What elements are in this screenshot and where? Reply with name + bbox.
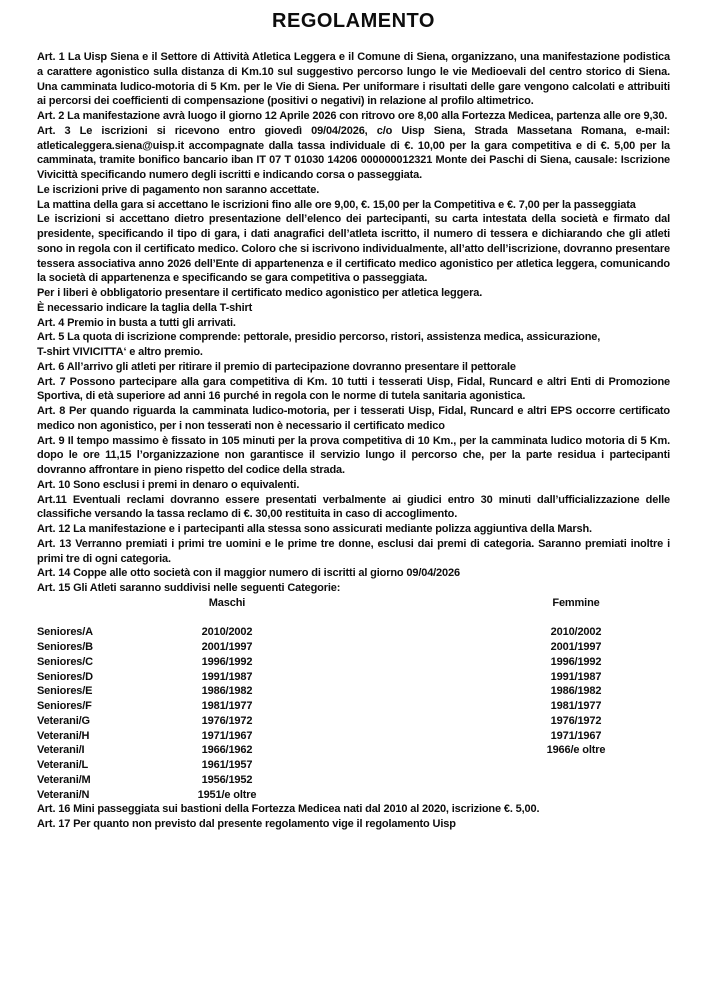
row-spacer	[297, 729, 482, 744]
maschi-cell: 1966/1962	[201, 744, 253, 757]
femmine-cell: 1976/1972	[550, 714, 602, 727]
row-spacer	[297, 625, 482, 640]
paragraph-art-8: Art. 8 Per quando riguarda la camminata ludico-motoria, per i tesserati Uisp, Fidal, Runcard e altri EPS occorre certificato medico non agonistico, per i non tesserati non è necessario il certificato medico	[37, 405, 670, 432]
paragraph-note-tshirt-size: È necessario indicare la taglia della T-shirt	[37, 301, 253, 314]
femmine-cell: 1971/1967	[550, 729, 602, 742]
paragraph-art-1: Art. 1 La Uisp Siena e il Settore di Attività Atletica Leggera e il Comune di Siena, organizzano, una manifestazione podistica a carattere agonistico sulla distanza di Km.10 sul suggestivo percorso lungo le vie Medioevali del centro storico di Siena. Una camminata ludico-motoria di 5 Km. per le Vie di Siena. Per uniformare i risultati delle gare vengono calcolati e attribuiti ai percorsi dei coefficienti di compensazione (positivi o negativi) in relazione al profilo altimetrico.	[37, 51, 670, 108]
document-title: REGOLAMENTO	[272, 10, 435, 32]
category-cell: Seniores/F	[37, 700, 92, 712]
header-spacer	[297, 596, 482, 611]
category-cell: Seniores/D	[37, 670, 93, 683]
row-spacer	[297, 699, 482, 714]
maschi-cell: 1951/e oltre	[197, 788, 257, 801]
row-spacer	[297, 684, 482, 699]
paragraph-art-9: Art. 9 Il tempo massimo è fissato in 105 minuti per la prova competitiva di 10 Km., per la camminata ludico motoria di 5 Km. dopo le ore 11,15 l’organizzazione non garantisce il servizio lungo il percorso che, per la parte residua i partecipanti dovranno affrontare in pieno rispetto del codice della strada.	[37, 434, 670, 476]
paragraph-art-10: Art. 10 Sono esclusi i premi in denaro o equivalenti.	[37, 478, 300, 491]
maschi-cell: 1971/1967	[201, 729, 253, 742]
femmine-cell: 1991/1987	[550, 670, 602, 683]
table-row	[37, 655, 670, 670]
maschi-cell: 1961/1957	[201, 759, 253, 771]
maschi-cell: 1956/1952	[201, 773, 253, 786]
paragraph-art-11: Art.11 Eventuali reclami dovranno essere presentati verbalmente ai giudici entro 30 minuti dall’ufficializzazione delle classifiche versando la tassa reclamo di €. 30,00 restituita in caso di accoglimento.	[37, 493, 670, 521]
maschi-cell: 1991/1987	[201, 670, 253, 683]
header-cell-empty	[37, 596, 157, 611]
femmine-cell: 1986/1982	[550, 685, 602, 698]
category-cell: Veterani/M	[37, 773, 91, 786]
table-row	[37, 670, 670, 685]
paragraph-art-14: Art. 14 Coppe alle otto società con il maggior numero di iscritti al giorno 09/04/2026	[37, 567, 460, 580]
category-cell: Seniores/A	[37, 626, 93, 639]
table-row	[37, 773, 670, 788]
category-cell: Seniores/B	[37, 641, 93, 653]
category-cell: Veterani/I	[37, 744, 85, 757]
table-row	[37, 714, 670, 729]
maschi-cell: 1976/1972	[201, 714, 253, 727]
categories-table-header-row	[37, 596, 670, 611]
table-row	[37, 684, 670, 699]
femmine-cell	[482, 788, 670, 803]
row-spacer	[297, 714, 482, 729]
row-spacer	[297, 788, 482, 803]
paragraph-note-tshirt-prize: T-shirt VIVICITTA‘ e altro premio.	[37, 346, 203, 358]
femmine-cell	[482, 758, 670, 773]
femmine-cell: 2001/1997	[550, 641, 602, 653]
table-row	[37, 758, 670, 773]
row-spacer	[297, 655, 482, 670]
row-spacer	[297, 773, 482, 788]
maschi-cell: 2010/2002	[201, 626, 253, 639]
paragraph-art-7: Art. 7 Possono partecipare alla gara competitiva di Km. 10 tutti i tesserati Uisp, Fidal, Runcard e altri Enti di Promozione Sportiva, di età superiore ad anni 16 purché in regola con le norme di tutela sanitaria agonistica.	[37, 375, 670, 403]
femmine-cell: 2010/2002	[550, 626, 602, 639]
table-row	[37, 729, 670, 744]
paragraph-note-payment: Le iscrizioni prive di pagamento non saranno accettate.	[37, 183, 320, 196]
femmine-cell: 1996/1992	[550, 655, 602, 668]
table-row	[37, 699, 670, 714]
paragraph-art-15: Art. 15 Gli Atleti saranno suddivisi nelle seguenti Categorie:	[37, 582, 341, 594]
paragraph-note-registration-details: Le iscrizioni si accettano dietro presentazione dell’elenco dei partecipanti, su carta intestata della società e firmato dal presidente, specificando il tipo di gara, i dati anagrafici dell’atleta iscritto, il numero di tessera e dichiarando che gli atleti sono in regola con il certificato medico. Coloro che si iscrivono individualmente, all’atto dell’iscrizione, dovranno presentare tessera associativa anno 2026 dell’Ente di appartenenza e il certificato medico agonistico per atletica leggera, comunicando la società di appartenenza e specificando se gara competitiva o passeggiata.	[37, 213, 670, 285]
paragraph-art-13: Art. 13 Verranno premiati i primi tre uomini e le prime tre donne, esclusi dai premi di categoria. Saranno premiati inoltre i primi tre di ogni categoria.	[37, 537, 670, 565]
document-body	[37, 50, 670, 832]
category-cell: Veterani/L	[37, 759, 89, 771]
paragraph-note-morning-registration: La mattina della gara si accettano le iscrizioni fino alle ore 9,00, €. 15,00 per la Competitiva e €. 7,00 per la passeggiata	[37, 198, 636, 211]
maschi-cell: 2001/1997	[201, 641, 253, 653]
row-spacer	[297, 758, 482, 773]
table-blank-row	[37, 611, 670, 626]
maschi-cell: 1981/1977	[201, 700, 253, 712]
paragraph-art-12: Art. 12 La manifestazione e i partecipanti alla stessa sono assicurati mediante polizza aggiuntiva della Marsh.	[37, 523, 592, 535]
column-header-femmine: Femmine	[552, 596, 600, 609]
paragraph-art-5: Art. 5 La quota di iscrizione comprende: pettorale, presidio percorso, ristori, assistenza medica, assicurazione,	[37, 331, 601, 344]
paragraph-art-4: Art. 4 Premio in busta a tutti gli arrivati.	[37, 316, 236, 329]
maschi-cell: 1986/1982	[201, 685, 253, 698]
row-spacer	[297, 640, 482, 655]
maschi-cell: 1996/1992	[201, 655, 253, 668]
categories-table	[37, 596, 670, 803]
paragraph-art-16: Art. 16 Mini passeggiata sui bastioni della Fortezza Medicea nati dal 2010 al 2020, iscrizione €. 5,00.	[37, 803, 540, 816]
table-row	[37, 788, 670, 803]
row-spacer	[297, 743, 482, 758]
paragraph-art-3: Art. 3 Le iscrizioni si ricevono entro giovedì 09/04/2026, c/o Uisp Siena, Strada Massetana Romana, e-mail: atleticaleggera.siena@uisp.it accompagnate dalla tassa individuale di €. 10,00 per la gara competitiva e di €. 5,00 per la camminata, tramite bonifico bancario iban IT 07 T 01030 14206 000000012321 Monte dei Paschi di Siena, causale: Iscrizione Vivicittà specificando numero degli iscritti e indicando corsa o passeggiata.	[37, 124, 670, 181]
femmine-cell	[482, 773, 670, 788]
category-cell: Seniores/C	[37, 655, 93, 668]
paragraph-note-liberi: Per i liberi è obbligatorio presentare il certificato medico agonistico per atletica leggera.	[37, 287, 483, 299]
table-row	[37, 640, 670, 655]
paragraph-art-6: Art. 6 All’arrivo gli atleti per ritirare il premio di partecipazione dovranno presentare il pettorale	[37, 360, 516, 373]
category-cell: Veterani/G	[37, 714, 90, 727]
row-spacer	[297, 670, 482, 685]
paragraph-art-17: Art. 17 Per quanto non previsto dal presente regolamento vige il regolamento Uisp	[37, 818, 456, 830]
category-cell: Veterani/H	[37, 729, 90, 742]
table-row	[37, 743, 670, 758]
table-row	[37, 625, 670, 640]
column-header-maschi: Maschi	[208, 596, 246, 609]
femmine-cell: 1981/1977	[550, 700, 602, 712]
category-cell: Seniores/E	[37, 685, 93, 698]
category-cell: Veterani/N	[37, 788, 90, 801]
femmine-cell: 1966/e oltre	[546, 744, 606, 757]
paragraph-art-2: Art. 2 La manifestazione avrà luogo il giorno 12 Aprile 2026 con ritrovo ore 8,00 alla Fortezza Medicea, partenza alle ore 9,30.	[37, 110, 668, 122]
